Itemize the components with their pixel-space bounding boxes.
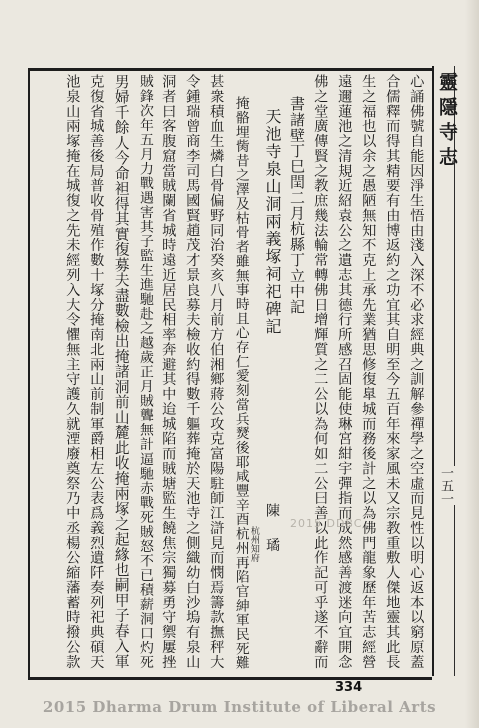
- text-column-5: 佛之堂廣傳賢之教庶幾法輪常轉佛日增輝質之二公以為何如二公曰善以此作記可乎遂不辭而: [312, 74, 329, 670]
- author-office: 杭州知府: [248, 526, 259, 562]
- book-title: 靈隱寺志: [436, 72, 458, 172]
- text-column-6: 書諸壁丁巳閏二月杭縣丁立中記: [288, 96, 306, 315]
- text-column-15: 池泉山兩塚掩在城復之先未經列入大令懼無主守護久就湮廢奠祭乃中丞楊公縮藩蓄時撥公款: [64, 74, 81, 670]
- text-column-8: 掩骼埋胔昔之澤及枯骨者雖無事時且心存仁愛刻當兵燹後耶咸豐辛酉杭州再陷官紳軍民死難: [232, 96, 249, 670]
- page-number: 334: [335, 680, 363, 695]
- stele-title: 天池寺泉山洞兩義塚祠祀碑記: [263, 108, 282, 336]
- text-column-11: 洞者曰客腹窟當賊闌省城時遠近居民相率奔避其中迨城陷而賊塘監生饒焦宗獨募勇守禦屢挫: [160, 74, 177, 670]
- text-column-13: 男婦千餘人今命袒得其實復募夫盡數檢出掩諸洞前山麓此收掩兩塚之起緣也嗣甲子春入軍: [112, 74, 130, 669]
- author-name: 陳 璚: [264, 503, 280, 560]
- text-column-10: 令鍾瑞曾商李司馬國賢趙茂才景良募夫檢收約得數千軀葬掩於天池寺之側織幼白沙塢有泉山: [184, 74, 201, 670]
- text-column-2: 合儒釋而得其精要有由博返約之功宜其自明至今五百年來家風未又宗教重敷人傑地靈其此長: [384, 74, 401, 670]
- text-column-9: 甚衆積血生燐白骨偏野同治癸亥八月前方伯湘鄉蔣公攻克富陽駐師江滸見而憫焉籌款撫秤大: [208, 74, 225, 670]
- text-column-4: 遠邇蓮池之清規近紹袁公之遺志其德行所感召固能使琳宮紺宇彈指而成然感善渡迷向宜開念: [336, 74, 353, 670]
- watermark-faint: 2015 DDBC: [290, 517, 363, 530]
- header-band: [432, 66, 458, 676]
- watermark-copyright: 2015 Dharma Drum Institute of Liberal Arts: [42, 698, 437, 716]
- text-column-1: 心誦佛號自能因淨生悟由淺入深不必求經典之訓解參禪學之空虛而見性以明心返本以窮原蓋: [408, 74, 425, 670]
- scan-edge-shadow: [465, 0, 479, 728]
- text-column-3: 生之福也以余之愚陋無知不克上承先業猶思修復臯城而務後計之以為佛門龍象歷年苦志經營: [360, 74, 377, 670]
- text-column-12: 賊鋒次年五月力戰遇害其子監生進馳赴之越歲正月賊聾無計逼馳赤戰死賊怒不已積薪洞口灼死: [136, 74, 153, 670]
- text-column-14: 克復省城善後局普收骨殖作數十塚分掩南北兩山前制軍爵相左公表爲義烈遺阡奏列祀典碩天: [88, 74, 105, 670]
- folio-mark: 一五一: [438, 466, 453, 505]
